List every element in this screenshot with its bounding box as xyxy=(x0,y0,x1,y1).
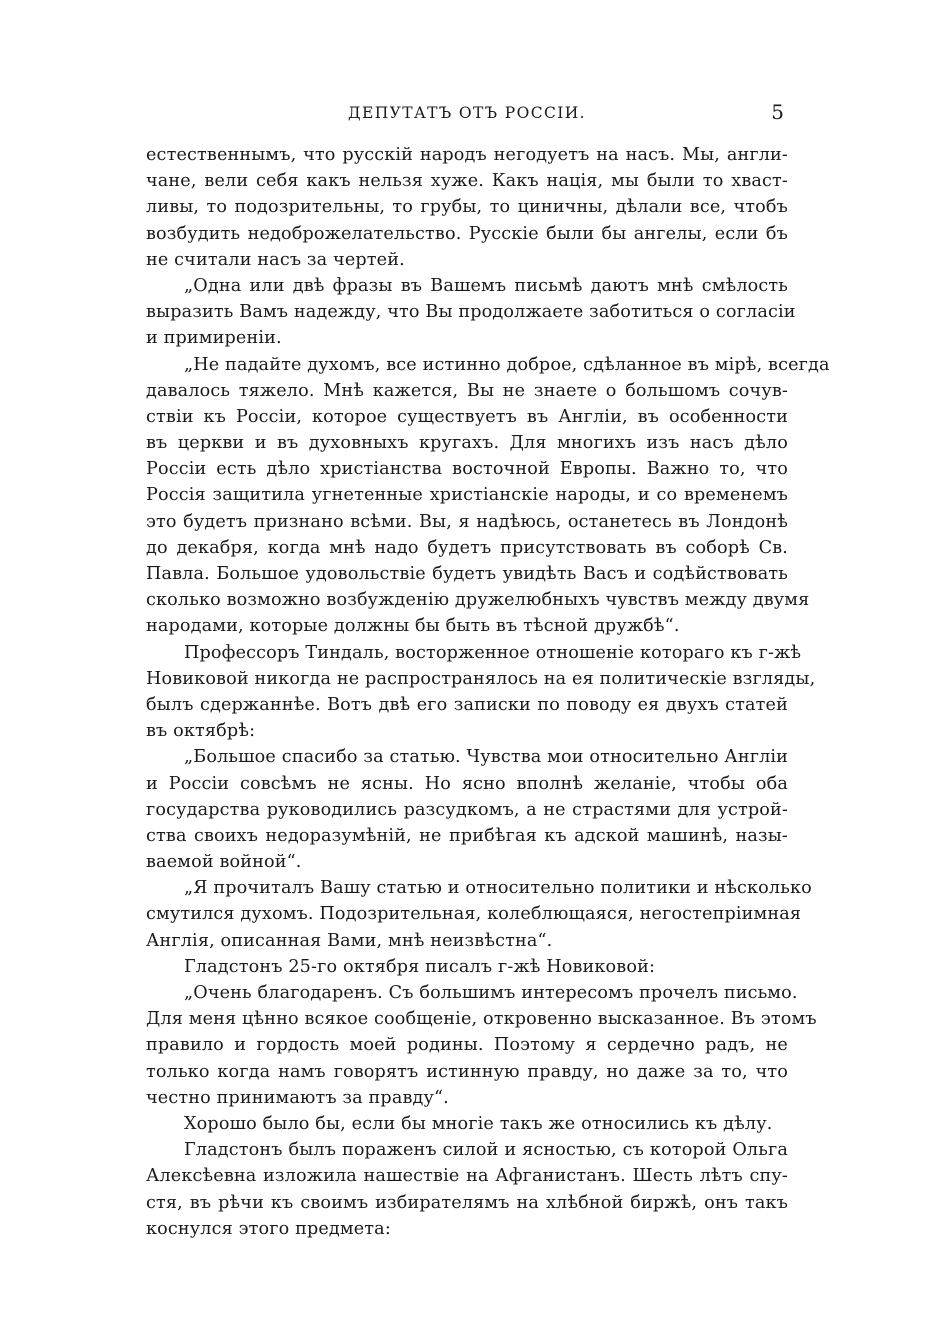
text-line: смутился духомъ. Подозрительная, колеблющаяся, негостепріимная xyxy=(146,904,802,925)
text-line: ливы, то подозрительны, то грубы, то циничны, дѣлали все, чтобъ xyxy=(146,197,788,218)
text-line: Англія, описанная Вами, мнѣ неизвѣстна“. xyxy=(146,930,553,951)
text-line: и Россіи совсѣмъ не ясны. Но ясно вполнѣ желаніе, чтобы оба xyxy=(146,773,788,794)
text-line: чане, вели себя какъ нельзя хуже. Какъ нація, мы были то хваст- xyxy=(146,171,788,192)
page-number: 5 xyxy=(771,100,784,124)
text-line: „Не падайте духомъ, все истинно доброе, сдѣланное въ мірѣ, всегда xyxy=(184,354,830,375)
text-line: Профессоръ Тиндаль, восторженное отношеніе котораго къ г-жѣ xyxy=(184,642,802,663)
text-line: Гладстонъ 25-го октября писалъ г-жѣ Новиковой: xyxy=(184,956,656,977)
text-line: сколько возможно возбужденію дружелюбныхъ чувствъ между двумя xyxy=(146,590,810,611)
text-line: естественнымъ, что русскій народъ негодуетъ на насъ. Мы, англи- xyxy=(146,145,788,165)
text-line: въ октябрѣ: xyxy=(146,721,256,742)
text-line: возбудить недоброжелательство. Русскіе были бы ангелы, если бъ xyxy=(146,223,788,244)
text-line: правило и гордость моей родины. Поэтому я сердечно радъ, не xyxy=(146,1035,788,1056)
text-line: давалось тяжело. Мнѣ кажется, Вы не знаете о большомъ сочув- xyxy=(146,380,788,401)
text-line: не считали насъ за чертей. xyxy=(146,249,405,270)
text-line: это будетъ признано всѣми. Вы, я надѣюсь, останетесь въ Лондонѣ xyxy=(146,511,788,532)
text-line: былъ сдержаннѣе. Вотъ двѣ его записки по поводу ея двухъ статей xyxy=(146,694,788,715)
text-line: до декабря, когда мнѣ надо будетъ присутствовать въ соборѣ Св. xyxy=(146,537,788,558)
text-line: Павла. Большое удовольствіе будетъ увидѣть Васъ и содѣйствовать xyxy=(146,564,788,584)
running-title: ДЕПУТАТЪ ОТЪ РОССІИ. xyxy=(348,104,586,122)
text-line: коснулся этого предмета: xyxy=(146,1218,391,1239)
text-line: Россіи есть дѣло христіанства восточной Европы. Важно то, что xyxy=(146,459,788,480)
text-line: стя, въ рѣчи къ своимъ избирателямъ на хлѣбной биржѣ, онъ такъ xyxy=(146,1192,788,1213)
text-line: ваемой войной“. xyxy=(146,852,302,873)
text-line: ства своихъ недоразумѣній, не прибѣгая къ адской машинѣ, назы- xyxy=(146,825,788,846)
text-line: Хорошо было бы, если бы многіе такъ же относились къ дѣлу. xyxy=(184,1113,773,1134)
text-line: „Большое спасибо за статью. Чувства мои относительно Англіи xyxy=(184,747,789,768)
text-line: Для меня цѣнно всякое сообщеніе, откровенно высказанное. Въ этомъ xyxy=(146,1009,817,1030)
text-line: Новиковой никогда не распространялось на ея политическіе взгляды, xyxy=(146,668,816,689)
text-line: только когда намъ говорятъ истинную правду, но даже за то, что xyxy=(146,1061,788,1082)
text-line: „Одна или двѣ фразы въ Вашемъ письмѣ даютъ мнѣ смѣлость xyxy=(184,275,788,296)
text-line: и примиреніи. xyxy=(146,328,282,349)
text-line: выразить Вамъ надежду, что Вы продолжаете заботиться о согласіи xyxy=(146,302,796,323)
text-line: Алексѣевна изложила нашествіе на Афганистанъ. Шесть лѣтъ спу- xyxy=(146,1166,788,1187)
text-line: въ церкви и въ духовныхъ кругахъ. Для многихъ изъ насъ дѣло xyxy=(146,433,788,454)
text-line: государства руководились разсудкомъ, а не страстями для устрой- xyxy=(146,799,788,820)
text-line: честно принимаютъ за правду“. xyxy=(146,1087,449,1108)
text-line: Россія защитила угнетенные христіанскіе народы, и со временемъ xyxy=(146,485,788,506)
running-head xyxy=(146,96,788,130)
text-line: „Очень благодаренъ. Съ большимъ интересомъ прочелъ письмо. xyxy=(184,983,798,1003)
text-line: народами, которые должны бы быть въ тѣсной дружбѣ“. xyxy=(146,616,680,637)
text-line: Гладстонъ былъ пораженъ силой и ясностью, съ которой Ольга xyxy=(184,1140,788,1161)
book-page xyxy=(146,96,830,1242)
text-line: ствіи къ Россіи, которое существуетъ въ Англіи, въ особенности xyxy=(146,406,788,427)
text-line: „Я прочиталъ Вашу статью и относительно политики и нѣсколько xyxy=(184,878,812,899)
body-text xyxy=(146,142,830,1242)
